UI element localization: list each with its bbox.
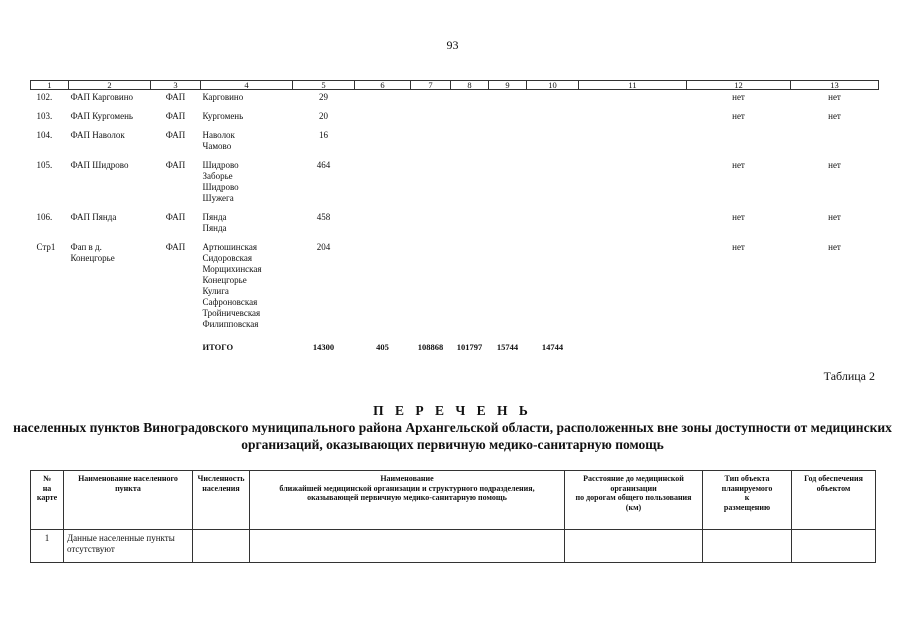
empty-cell [527,128,579,158]
col-header: 7 [411,81,451,90]
col13-value [791,128,879,158]
object-type [703,530,792,563]
population [193,530,250,563]
col-header: 13 [791,81,879,90]
organization [250,530,565,563]
table-row [31,240,879,336]
total-c8: 101797 [456,342,483,352]
settlements: Наволок Чамово [202,130,235,151]
facility-type: ФАП [165,212,186,222]
total-label: ИТОГО [202,342,234,352]
table-row [31,109,879,128]
facility-name: ФАП Наволок [70,130,125,140]
facility-type: ФАП [165,111,186,121]
total-c6: 405 [376,342,389,352]
row-number: 104. [36,130,53,140]
col12-value: нет [732,160,745,170]
settlements: Кургомень [202,111,244,121]
year [792,530,876,563]
empty-cell [355,158,411,210]
col-header: 3 [151,81,201,90]
empty-cell [451,210,489,240]
col-header-organization: Наименование ближайшей медицинской организации и структурного подразделения, оказывающей первичную медико-санитарную помощь [250,471,565,530]
empty-cell [451,90,489,110]
col13-value: нет [828,242,841,252]
empty-cell [687,336,791,359]
empty-cell [451,240,489,336]
empty-cell [489,90,527,110]
facility-name: ФАП Пянда [70,212,117,222]
col12-value [687,128,791,158]
table1-header-row [31,81,879,90]
facility-type: ФАП [165,92,186,102]
facility-type: ФАП [165,242,186,252]
facility-name: ФАП Карговино [70,92,134,102]
empty-cell [411,128,451,158]
facility-type: ФАП [165,160,186,170]
empty-cell [527,90,579,110]
empty-cell [355,128,411,158]
distance [565,530,703,563]
col-header-population: Численность населения [193,471,250,530]
col-header: 9 [489,81,527,90]
empty-cell [489,240,527,336]
facility-name: ФАП Кургомень [70,111,134,121]
col-header: 11 [579,81,687,90]
facility-name: ФАП Шидрово [70,160,129,170]
page-number: 93 [446,38,459,52]
table-row [31,210,879,240]
row-number: 1 [31,530,64,563]
population: 16 [319,130,328,140]
empty-cell [579,240,687,336]
facility-type: ФАП [165,130,186,140]
col12-value: нет [732,111,745,121]
population: 464 [316,160,331,170]
empty-cell [527,210,579,240]
col-header-distance: Расстояние до медицинской организации по дорогам общего пользования (км) [565,471,703,530]
empty-cell [411,109,451,128]
empty-cell [31,336,69,359]
settlements: Шидрово Заборье Шидрово Шужега [202,160,239,203]
row-number: 103. [36,111,53,121]
settlements: Артюшинская Сидоровская Морщихинская Конецгорье Кулига Сафроновская Тройничевская Филипповская [202,242,262,329]
col-header: 5 [293,81,355,90]
empty-cell [69,336,151,359]
col13-value: нет [828,92,841,102]
total-c9: 15744 [496,342,519,352]
col13-value: нет [828,212,841,222]
empty-cell [489,210,527,240]
empty-cell [489,128,527,158]
table1-body [31,90,879,360]
settlement-name: Данные населенные пункты отсутствуют [64,530,193,563]
settlements-table [30,80,879,359]
col-header-object-type: Тип объекта планируемого к размещению [703,471,792,530]
total-c5: 14300 [312,342,335,352]
out-of-reach-table [30,470,876,563]
empty-cell [579,128,687,158]
row-number: 102. [36,92,53,102]
population: 204 [316,242,331,252]
col13-value: нет [828,160,841,170]
empty-cell [791,336,879,359]
empty-cell [527,240,579,336]
table-row [31,530,876,563]
empty-cell [151,336,201,359]
col-header: 4 [201,81,293,90]
row-number: 106. [36,212,53,222]
col12-value: нет [732,212,745,222]
table-row [31,90,879,110]
empty-cell [451,109,489,128]
empty-cell [489,109,527,128]
empty-cell [355,90,411,110]
total-row [31,336,879,359]
empty-cell [411,158,451,210]
facility-name: Фап в д. Конецгорье [70,242,115,263]
empty-cell [451,128,489,158]
table-row [31,158,879,210]
empty-cell [579,336,687,359]
total-c10: 14744 [541,342,564,352]
row-number: 105. [36,160,53,170]
col-header: 2 [69,81,151,90]
settlements: Пянда Пянда [202,212,227,233]
empty-cell [527,158,579,210]
col-header: 12 [687,81,791,90]
list-title: П Е Р Е Ч Е Н Ь [373,403,532,418]
col12-value: нет [732,92,745,102]
col12-value: нет [732,242,745,252]
col13-value: нет [828,111,841,121]
empty-cell [579,158,687,210]
row-number: Стр1 [36,242,56,252]
col-header: 10 [527,81,579,90]
col-header: 6 [355,81,411,90]
population: 29 [319,92,328,102]
population: 20 [319,111,328,121]
col-header-settlement: Наименование населенного пункта [64,471,193,530]
empty-cell [355,109,411,128]
empty-cell [411,240,451,336]
empty-cell [451,158,489,210]
settlements: Карговино [202,92,244,102]
empty-cell [489,158,527,210]
empty-cell [411,210,451,240]
table2-header-row [31,471,876,530]
list-subtitle: населенных пунктов Виноградовского муниципального района Архангельской области, расположенных вне зоны доступности от медицинских организаций, оказывающих первичную медико-санитарную помощь [13,420,892,452]
table-label: Таблица 2 [823,369,875,383]
empty-cell [355,210,411,240]
col-header-number: № на карте [31,471,64,530]
col-header: 8 [451,81,489,90]
empty-cell [527,109,579,128]
empty-cell [579,90,687,110]
col-header: 1 [31,81,69,90]
table-row [31,128,879,158]
empty-cell [579,210,687,240]
empty-cell [579,109,687,128]
empty-cell [355,240,411,336]
total-c7: 108868 [417,342,444,352]
population: 458 [316,212,331,222]
col-header-year: Год обеспечения объектом [792,471,876,530]
empty-cell [411,90,451,110]
